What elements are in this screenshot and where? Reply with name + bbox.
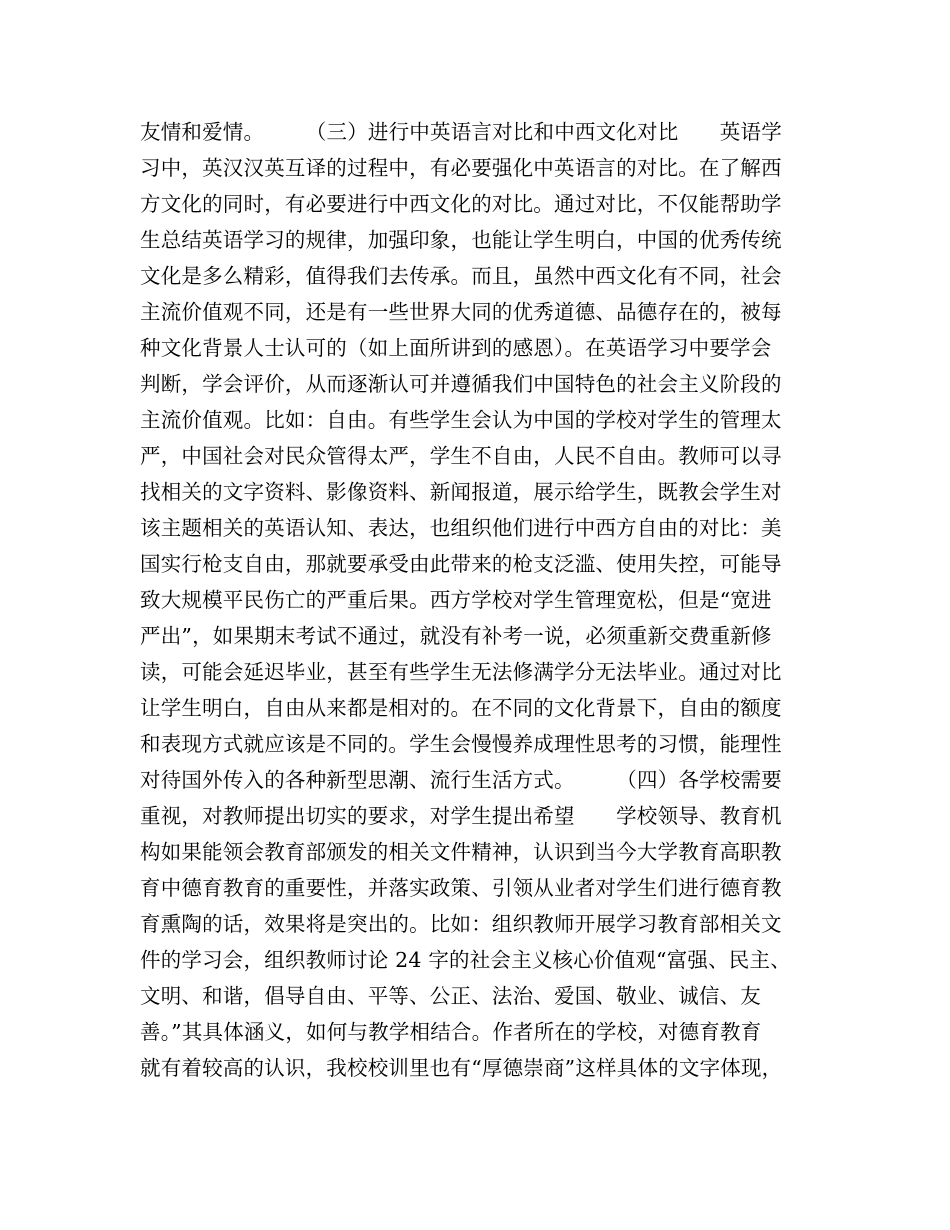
text-line: 生总结英语学习的规律，加强印象，也能让学生明白，中国的优秀传统 [140, 228, 782, 252]
text-line: 就有着较高的认识，我校校训里也有“厚德崇商”这样具体的文字体现， [140, 1056, 783, 1080]
text-line: 文化是多么精彩，值得我们去传承。而且，虽然中西文化有不同，社会 [140, 264, 782, 288]
text-line: 对待国外传入的各种新型思潮、流行生活方式。 （四）各学校需要 [140, 768, 782, 792]
text-line: 文明、和谐，倡导自由、平等、公正、法治、爱国、敬业、诚信、友 [140, 984, 761, 1008]
text-line: 主流价值观不同，还是有一些世界大同的优秀道德、品德存在的，被每 [140, 300, 782, 324]
text-line: 种文化背景人士认可的（如上面所讲到的感恩）。在英语学习中要学会 [140, 336, 772, 360]
text-line: 主流价值观。比如：自由。有些学生会认为中国的学校对学生的管理太 [140, 408, 782, 432]
text-line: 重视，对教师提出切实的要求，对学生提出希望 学校领导、教育机 [140, 804, 782, 828]
text-line: 方文化的同时，有必要进行中西文化的对比。通过对比，不仅能帮助学 [140, 192, 782, 216]
text-line: 找相关的文字资料、影像资料、新闻报道，展示给学生，既教会学生对 [140, 480, 782, 504]
text-line: 育中德育教育的重要性，并落实政策、引领从业者对学生们进行德育教 [140, 876, 782, 900]
text-line: 善。”其具体涵义，如何与教学相结合。作者所在的学校，对德育教育 [140, 1020, 762, 1044]
text-line: 育熏陶的话，效果将是突出的。比如：组织教师开展学习教育部相关文 [140, 912, 782, 936]
text-line: 构如果能领会教育部颁发的相关文件精神，认识到当今大学教育高职教 [140, 840, 782, 864]
text-line: 让学生明白，自由从来都是相对的。在不同的文化背景下，自由的额度 [140, 696, 782, 720]
text-line: 读，可能会延迟毕业，甚至有些学生无法修满学分无法毕业。通过对比 [140, 660, 782, 684]
text-line: 习中，英汉汉英互译的过程中，有必要强化中英语言的对比。在了解西 [140, 156, 782, 180]
text-line: 致大规模平民伤亡的严重后果。西方学校对学生管理宽松，但是“宽进 [140, 588, 772, 612]
text-line: 该主题相关的英语认知、表达，也组织他们进行中西方自由的对比：美 [140, 516, 782, 540]
text-line: 严，中国社会对民众管得太严，学生不自由，人民不自由。教师可以寻 [140, 444, 782, 468]
text-line: 国实行枪支自由，那就要承受由此带来的枪支泛滥、使用失控，可能导 [140, 552, 782, 576]
body-text [140, 114, 840, 1086]
text-line: 友情和爱情。 （三）进行中英语言对比和中西文化对比 英语学 [140, 120, 782, 144]
text-line: 件的学习会，组织教师讨论 24 字的社会主义核心价值观“富强、民主、 [140, 948, 791, 972]
text-line: 和表现方式就应该是不同的。学生会慢慢养成理性思考的习惯，能理性 [140, 732, 782, 756]
text-line: 严出”，如果期末考试不通过，就没有补考一说，必须重新交费重新修 [140, 624, 772, 648]
text-line: 判断，学会评价，从而逐渐认可并遵循我们中国特色的社会主义阶段的 [140, 372, 782, 396]
